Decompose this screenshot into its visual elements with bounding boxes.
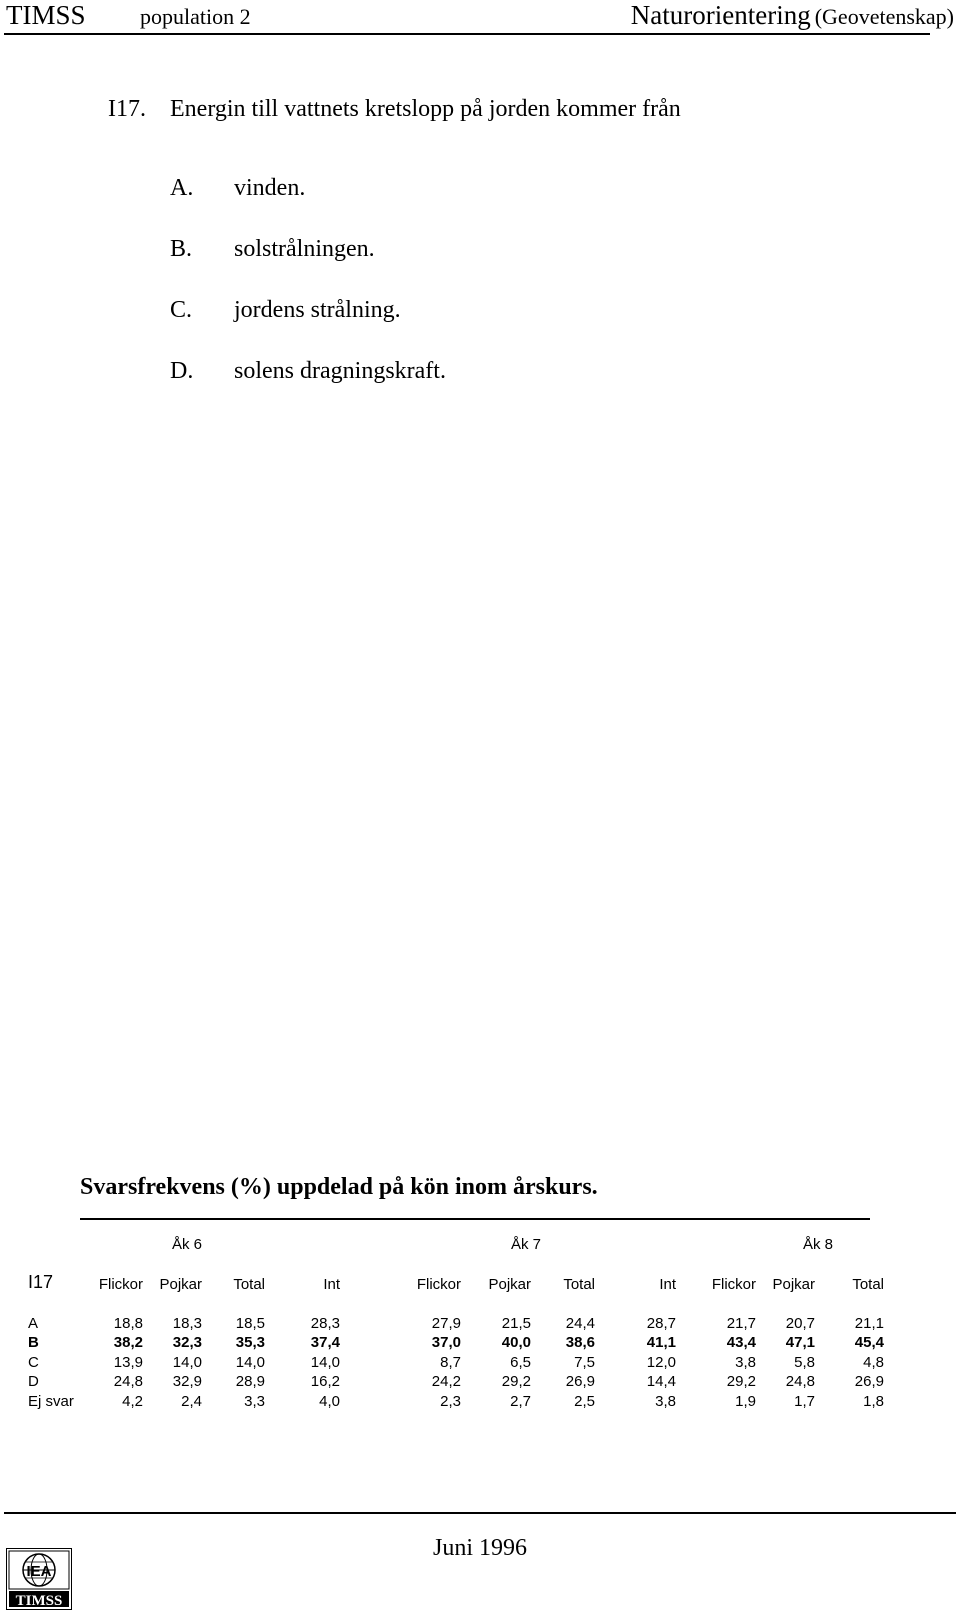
table-cell: 2,3	[440, 1393, 461, 1410]
table-cell: 2,5	[574, 1393, 595, 1410]
table-cell: 3,3	[244, 1393, 265, 1410]
table-cell: 45,4	[854, 1334, 884, 1351]
table-cell: 4,8	[863, 1354, 884, 1371]
option-letter: C.	[170, 297, 193, 323]
table-cell: 3,8	[655, 1393, 676, 1410]
table-cell: 43,4	[726, 1334, 756, 1351]
table-cell: 28,7	[646, 1315, 676, 1332]
stats-title: Svarsfrekvens (%) uppdelad på kön inom årskurs.	[80, 1174, 598, 1200]
table-cell: 2,7	[510, 1393, 531, 1410]
table-cell: 28,9	[235, 1373, 265, 1390]
table-cell: 21,7	[726, 1315, 756, 1332]
option-text: solstrålningen.	[234, 236, 375, 262]
column-header: Int	[659, 1276, 676, 1293]
group-header-ak7: Åk 7	[511, 1236, 542, 1253]
table-cell: 26,9	[565, 1373, 595, 1390]
table-cell: 37,4	[310, 1334, 340, 1351]
table-cell: 14,0	[235, 1354, 265, 1371]
table-cell: 24,8	[113, 1373, 143, 1390]
option-text: jordens strålning.	[234, 297, 401, 323]
column-header: Pojkar	[488, 1276, 531, 1293]
table-cell: 1,7	[794, 1393, 815, 1410]
table-cell: 47,1	[785, 1334, 815, 1351]
group-header-ak6: Åk 6	[172, 1236, 203, 1253]
table-cell: 38,6	[565, 1334, 595, 1351]
table-cell: 4,0	[319, 1393, 340, 1410]
table-cell: 12,0	[646, 1354, 676, 1371]
option-text: vinden.	[234, 175, 306, 201]
table-cell: 20,7	[785, 1315, 815, 1332]
column-header: Total	[563, 1276, 595, 1293]
table-cell: 6,5	[510, 1354, 531, 1371]
column-header: Pojkar	[772, 1276, 815, 1293]
footer-rule	[4, 1512, 956, 1514]
option-letter: D.	[170, 358, 194, 384]
column-header: Total	[233, 1276, 265, 1293]
row-label: D	[28, 1373, 39, 1390]
table-cell: 32,3	[172, 1334, 202, 1351]
column-header: Flickor	[416, 1276, 461, 1293]
table-cell: 5,8	[794, 1354, 815, 1371]
header-rule	[4, 33, 930, 35]
table-cell: 14,0	[310, 1354, 340, 1371]
table-cell: 32,9	[172, 1373, 202, 1390]
table-cell: 35,3	[235, 1334, 265, 1351]
header-subtopic: (Geovetenskap)	[814, 4, 954, 29]
table-cell: 24,8	[785, 1373, 815, 1390]
table-cell: 13,9	[113, 1354, 143, 1371]
table-cell: 18,5	[235, 1315, 265, 1332]
table-cell: 21,5	[501, 1315, 531, 1332]
table-cell: 24,2	[431, 1373, 461, 1390]
table-cell: 28,3	[310, 1315, 340, 1332]
header-program: TIMSS	[6, 0, 86, 30]
table-cell: 8,7	[440, 1354, 461, 1371]
logo-text: TIMSS	[15, 1593, 63, 1609]
table-cell: 7,5	[574, 1354, 595, 1371]
table-cell: 26,9	[854, 1373, 884, 1390]
row-label: A	[28, 1315, 39, 1332]
svg-text:IEA: IEA	[26, 1563, 52, 1580]
table-cell: 2,4	[181, 1393, 202, 1410]
table-cell: 21,1	[854, 1315, 884, 1332]
table-cell: 16,2	[310, 1373, 340, 1390]
column-header: Int	[323, 1276, 340, 1293]
question-text: Energin till vattnets kretslopp på jorden kommer från	[170, 96, 681, 122]
row-label: C	[28, 1354, 39, 1371]
table-cell: 29,2	[501, 1373, 531, 1390]
table-cell: 40,0	[501, 1334, 531, 1351]
option-text: solens dragningskraft.	[234, 358, 446, 384]
table-cell: 38,2	[113, 1334, 143, 1351]
header-population: population 2	[140, 4, 251, 29]
item-label: I17	[28, 1272, 54, 1292]
table-cell: 1,8	[863, 1393, 884, 1410]
table-top-rule	[80, 1218, 870, 1220]
table-cell: 18,3	[172, 1315, 202, 1332]
table-cell: 41,1	[646, 1334, 676, 1351]
column-header: Flickor	[711, 1276, 756, 1293]
row-label: B	[28, 1334, 39, 1351]
option-letter: B.	[170, 236, 193, 262]
table-cell: 1,9	[735, 1393, 756, 1410]
table-cell: 3,8	[735, 1354, 756, 1371]
table-cell: 14,0	[172, 1354, 202, 1371]
table-cell: 29,2	[726, 1373, 756, 1390]
table-cell: 14,4	[646, 1373, 676, 1390]
page-header	[0, 0, 960, 36]
table-cell: 24,4	[565, 1315, 595, 1332]
table-cell: 4,2	[122, 1393, 143, 1410]
footer-date: Juni 1996	[432, 1535, 527, 1561]
column-header: Total	[852, 1276, 884, 1293]
table-cell: 27,9	[431, 1315, 461, 1332]
option-letter: A.	[170, 175, 194, 201]
row-label: Ej svar	[28, 1393, 74, 1410]
table-cell: 37,0	[431, 1334, 461, 1351]
column-header: Flickor	[98, 1276, 143, 1293]
question-number: I17.	[108, 96, 146, 122]
iea-timss-logo-icon	[6, 1548, 72, 1610]
header-subject: Naturorientering	[630, 0, 811, 30]
header-subject-group	[631, 0, 954, 35]
column-header: Pojkar	[159, 1276, 202, 1293]
group-header-ak8: Åk 8	[803, 1236, 834, 1253]
table-cell: 18,8	[113, 1315, 143, 1332]
